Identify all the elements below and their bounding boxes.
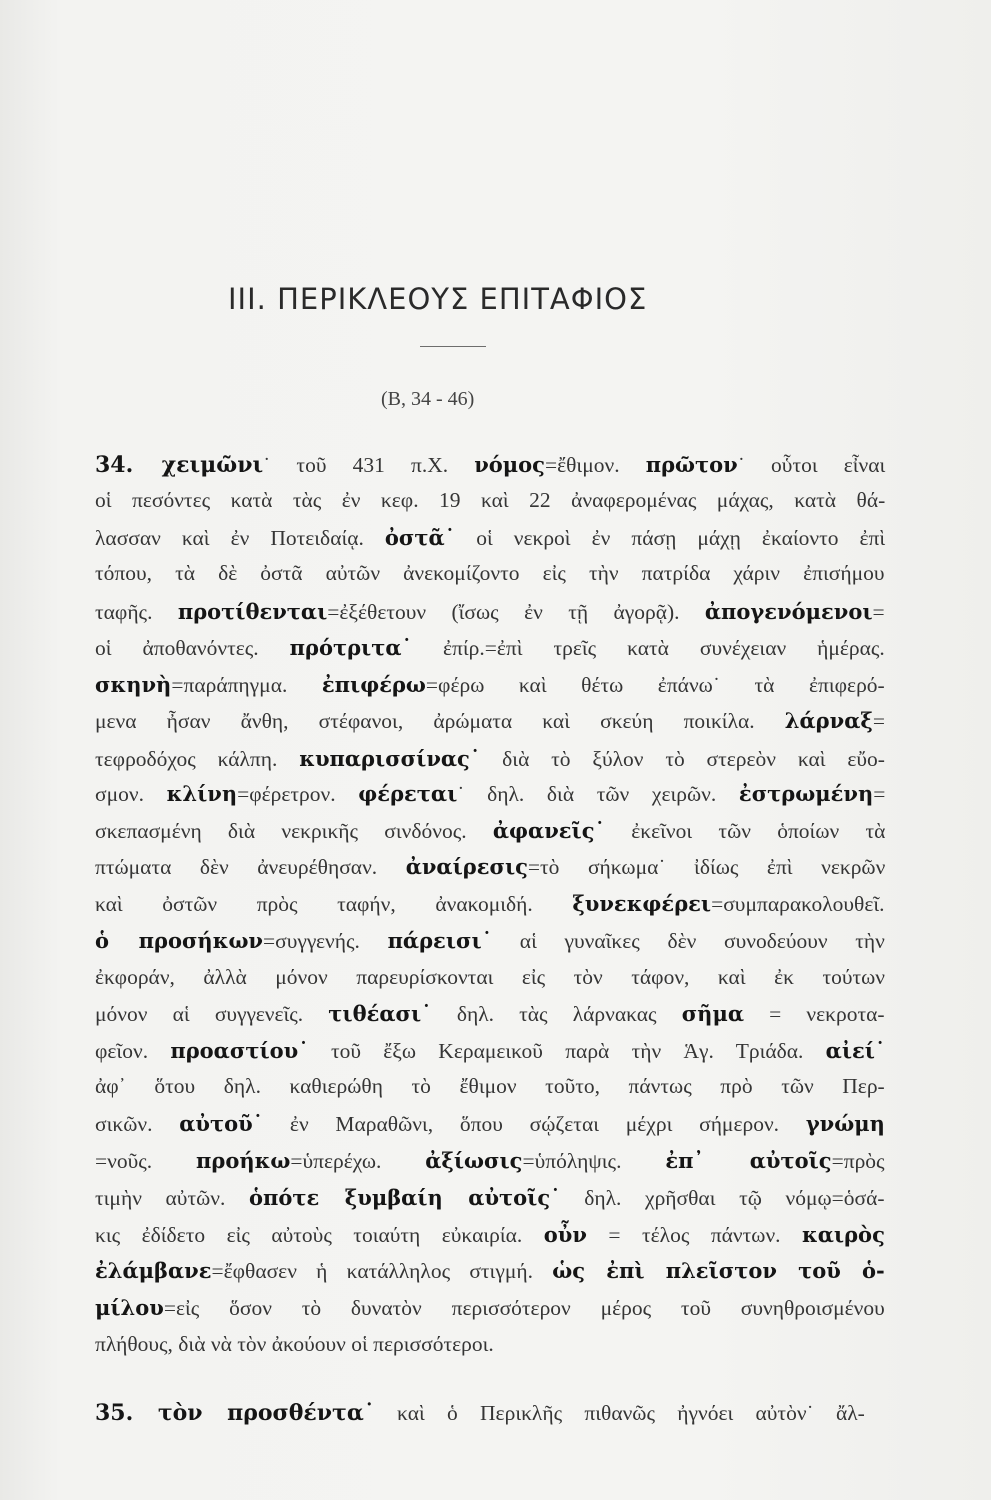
gloss-text: σικῶν. (95, 1112, 180, 1136)
gloss-text: μόνον αἱ συγγενεῖς. (95, 1002, 329, 1026)
gloss-text: =ὑπόληψις. (522, 1149, 666, 1173)
gloss-text: =νοῦς. (95, 1149, 197, 1173)
commentary-line (95, 1222, 885, 1248)
gloss-text: ἐπίρ.=ἐπὶ τρεῖς κατὰ συνέχειαν ἡμέρας. (412, 636, 885, 660)
gloss-text: οἱ ἀποθανόντες. (95, 636, 290, 660)
lemma-term: προαστίου˙ (170, 1038, 309, 1063)
gloss-text: ταφῆς. (95, 600, 178, 624)
gloss-text: = (872, 600, 885, 624)
gloss-text: κις ἐδίδετο εἰς αὐτοὺς τοιαύτη εὐκαιρία. (95, 1223, 544, 1247)
title-divider (420, 346, 486, 347)
lemma-term: σῆμα (681, 1001, 744, 1026)
gloss-text: =φέρω καὶ θέτω ἐπάνω˙ τὰ ἐπιφερό- (425, 673, 885, 697)
lemma-term: ἐλάμβανε (95, 1258, 212, 1283)
gloss-text: = τέλος πάντων. (586, 1223, 803, 1247)
commentary-line (95, 488, 885, 513)
commentary-line (95, 561, 885, 586)
gloss-text: σκεπασμένη διὰ νεκρικῆς σινδόνος. (95, 819, 493, 843)
commentary-line (95, 891, 885, 917)
lemma-term: νόμος (474, 452, 545, 477)
commentary-line (95, 854, 885, 880)
lemma-term: τιθέασι˙ (328, 1001, 432, 1026)
lemma-term: ἐπιφέρω (321, 672, 426, 697)
lemma-term: ξυνεκφέρει (572, 891, 712, 916)
commentary-line (95, 965, 885, 990)
lemma-term: κλίνη (166, 781, 238, 806)
gloss-text: οἱ πεσόντες κατὰ τὰς ἐν κεφ. 19 καὶ 22 ἀναφερομένας μάχας, κατὰ θά- (95, 488, 886, 512)
gloss-text: δηλ. τὰς λάρνακας (431, 1002, 682, 1026)
lemma-term: οὖν (543, 1222, 587, 1247)
gloss-text: ˙ δηλ. διὰ τῶν χειρῶν. (457, 782, 739, 806)
gloss-text: ˙ τοῦ 431 π.Χ. (263, 453, 475, 477)
gloss-text: =τὸ σήκωμα˙ ἰδίως ἐπὶ νεκρῶν (527, 855, 886, 879)
lemma-term: ὁ προσήκων (95, 928, 264, 953)
lemma-term: αἰεί˙ (825, 1038, 886, 1063)
lemma-term: καιρὸς (802, 1222, 885, 1247)
commentary-line (95, 781, 885, 807)
commentary-line (95, 1332, 494, 1357)
commentary-line (95, 452, 885, 478)
lemma-term: γνώμη (805, 1111, 885, 1136)
gloss-text: λασσαν καὶ ἐν Ποτειδαίᾳ. (95, 526, 385, 550)
commentary-line (95, 1111, 885, 1137)
lemma-term: κυπαρισσίνας˙ (299, 746, 481, 771)
gloss-text: ἐκφοράν, ἀλλὰ μόνον παρευρίσκονται εἰς τὸν τάφον, καὶ ἐκ τούτων (95, 965, 885, 989)
lemma-term: ἀφανεῖς˙ (492, 818, 605, 843)
gloss-text: =ἐξέθετουν (ἴσως ἐν τῇ ἀγορᾷ). (327, 600, 705, 624)
gloss-text: =ὑπερέχω. (290, 1149, 426, 1173)
commentary-line (95, 635, 885, 661)
chapter-title: III. ΠΕΡΙΚΛΕΟΥΣ ΕΠΙΤΑΦΙΟΣ (228, 282, 648, 316)
gloss-text: δηλ. χρῆσθαι τῷ νόμῳ=ὁσά- (560, 1186, 885, 1210)
lemma-term: ὁπότε ξυμβαίη αὐτοῖς˙ (248, 1185, 561, 1210)
commentary-line (95, 599, 885, 625)
lemma-term: ἀπογενόμενοι (704, 599, 873, 624)
gloss-text: καὶ ὁ Περικλῆς πιθανῶς ἠγνόει αὐτὸν˙ ἄλ- (374, 1401, 865, 1425)
lemma-term: πρῶτον (645, 452, 738, 477)
gloss-text: = (872, 709, 885, 733)
lemma-term: ἀξίωσις (425, 1148, 523, 1173)
commentary-line (95, 928, 885, 954)
lemma-term: ὡς ἐπὶ πλεῖστον τοῦ ὁ- (552, 1258, 885, 1283)
lemma-term: μίλου (95, 1295, 164, 1320)
lemma-term: 34. χειμῶνι (95, 452, 264, 478)
gloss-text: =συμπαρακολουθεῖ. (711, 892, 885, 916)
gloss-text: τιμὴν αὐτῶν. (95, 1186, 249, 1210)
commentary-line (95, 1258, 885, 1284)
commentary-line (95, 1038, 885, 1064)
lemma-term: πάρεισι˙ (387, 928, 493, 953)
gloss-text: =ἔφθασεν ἡ κατάλληλος στιγμή. (211, 1259, 553, 1283)
lemma-term: σκηνὴ (95, 672, 172, 697)
commentary-line (95, 1001, 885, 1027)
lemma-term: πρότριτα˙ (289, 635, 412, 660)
lemma-term: φέρεται (358, 781, 458, 806)
gloss-text: οἱ νεκροὶ ἐν πάσῃ μάχῃ ἐκαίοντο ἐπὶ (455, 526, 886, 550)
commentary-line (95, 525, 885, 551)
gloss-text: τοῦ ἔξω Κεραμεικοῦ παρὰ τὴν Ἁγ. Τριάδα. (308, 1039, 826, 1063)
gloss-text: ἐν Μαραθῶνι, ὅπου σῴζεται μέχρι σήμερον. (263, 1112, 806, 1136)
gloss-text: πτώματα δὲν ἀνευρέθησαν. (95, 855, 406, 879)
gloss-text: = (873, 782, 886, 806)
commentary-line (95, 708, 885, 734)
lemma-term: ἀναίρεσις (405, 854, 528, 879)
gloss-text: σμον. (95, 782, 167, 806)
commentary-line (95, 818, 885, 844)
gloss-text: φεῖον. (95, 1039, 171, 1063)
commentary-line (95, 1185, 885, 1211)
gloss-text: πλήθους, διὰ νὰ τὸν ἀκούουν οἱ περισσότεροι. (95, 1332, 494, 1356)
lemma-term: προτίθενται (177, 599, 328, 624)
gloss-text: ἐκεῖνοι τῶν ὁποίων τὰ (605, 819, 886, 843)
gloss-text: =πρὸς (831, 1149, 885, 1173)
gloss-text: μενα ἦσαν ἄνθη, στέφανοι, ἀρώματα καὶ σκεύη ποικίλα. (95, 709, 785, 733)
commentary-line (95, 746, 885, 772)
gloss-text: διὰ τὸ ξύλον τὸ στερεὸν καὶ εὔο- (480, 747, 885, 771)
chapter-reference: (Β, 34 - 46) (381, 388, 475, 410)
commentary-line (95, 1074, 885, 1099)
gloss-text: =εἰς ὅσον τὸ δυνατὸν περισσότερον μέρος τοῦ συνηθροισμένου (163, 1296, 885, 1320)
lemma-term: προήκω (196, 1148, 291, 1173)
gloss-text: =συγγενής. (263, 929, 388, 953)
commentary-line (95, 1295, 885, 1321)
commentary-line (95, 1148, 885, 1174)
gloss-text: ˙ οὗτοι εἶναι (737, 453, 886, 477)
gloss-text: ἀφ᾽ ὅτου δηλ. καθιερώθη τὸ ἔθιμον τοῦτο, πάντως πρὸ τῶν Περ- (95, 1074, 885, 1098)
gloss-text: τόπου, τὰ δὲ ὀστᾶ αὐτῶν ἀνεκομίζοντο εἰς τὴν πατρίδα χάριν ἐπισήμου (95, 561, 885, 585)
gloss-text: =φέρετρον. (237, 782, 359, 806)
gloss-text: τεφροδόχος κάλπη. (95, 747, 300, 771)
lemma-term: 35. τὸν προσθέντα˙ (95, 1400, 375, 1426)
gloss-text: =παράπηγμα. (171, 673, 322, 697)
lemma-term: αὐτοῦ˙ (179, 1111, 264, 1136)
gloss-text: αἱ γυναῖκες δὲν συνοδεύουν τὴν (492, 929, 885, 953)
lemma-term: ἐστρωμένη (738, 781, 874, 806)
lemma-term: ὀστᾶ˙ (384, 525, 456, 550)
lemma-term: ἐπ᾽ αὐτοῖς (665, 1148, 832, 1173)
gloss-text: = νεκροτα- (744, 1002, 885, 1026)
lemma-term: λάρναξ (784, 708, 873, 733)
gloss-text: καὶ ὀστῶν πρὸς ταφήν, ἀνακομιδή. (95, 892, 573, 916)
commentary-line (95, 672, 885, 698)
section-35-line (95, 1400, 865, 1426)
gloss-text: =ἔθιμον. (544, 453, 646, 477)
